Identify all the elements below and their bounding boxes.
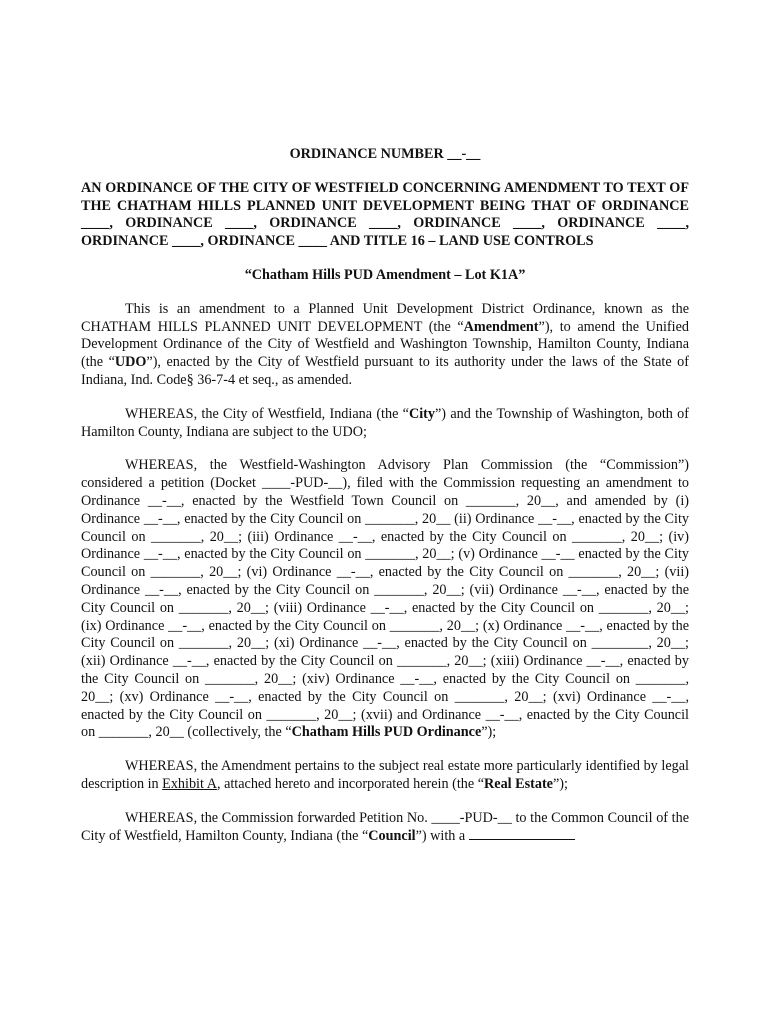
defined-term-real-estate: Real Estate xyxy=(484,775,553,792)
whereas-commission-paragraph: WHEREAS, the Westfield-Washington Advisory Plan Commission (the “Commission”) considered a petition (Docket ____-PUD-__), filed with the Commission requesting an amendment to Ordinance __-__, enacted by the Westfield Town Council on _______, 20__, and amended by (i) Ordinance __-__, enacted by the City Council on _______, 20__ (ii) Ordinance __-__, enacted by the City Council on _______, 20__; (iii) Ordinance __-__, enacted by the City Council on _______, 20__; (iv) Ordinance __-__, enacted by the City Council on _______, 20__; (v) Ordinance __-__ enacted by the City Council on _______, 20__; (vi) Ordinance __-__, enacted by the City Council on _______, 20__; (vii) Ordinance __-__, enacted by the City Council on _______, 20__; (vii) Ordinance __-__, enacted by the City Council on _______, 20__; (viii) Ordinance __-__, enacted by the City Council on _______, 20__; (ix) Ordinance __-__, enacted by the City Council on _______, 20__; (x) Ordinance __-__, enacted by the City Council on _______, 20__; (xi) Ordinance __-__, enacted by the City Council on ________, 20__; (xii) Ordinance __-__, enacted by the City Council on _______, 20__; (xiii) Ordinance __-__, enacted by the City Council on _______, 20__; (xiv) Ordinance __-__, enacted by the City Council on _______, 20__; (xv) Ordinance __-__, enacted by the City Council on _______, 20__; (xvi) Ordinance __-__, enacted by the City Council on _______, 20__; (xvii) and Ordinance __-__, enacted by the City Council on _______, 20__ (collectively, the “Chatham Hills PUD Ordinance”); xyxy=(81,457,689,741)
whereas-city-paragraph: WHEREAS, the City of Westfield, Indiana (the “City”) and the Township of Washington, both of Hamilton County, Indiana are subject to the UDO; xyxy=(81,405,689,440)
defined-term-udo: UDO xyxy=(114,354,147,371)
ordinance-document xyxy=(81,146,689,861)
defined-term-amendment: Amendment xyxy=(463,318,539,335)
intro-paragraph: This is an amendment to a Planned Unit Development District Ordinance, known as the CHATHAM HILLS PLANNED UNIT DEVELOPMENT (the “Amendment”), to amend the Unified Development Ordinance of the City of Westfield and Washington Township, Hamilton County, Indiana (the “UDO”), enacted by the City of Westfield pursuant to its authority under the laws of the State of Indiana, Ind. Code§ 36-7-4 et seq., as amended. xyxy=(81,300,690,388)
whereas-council-paragraph: WHEREAS, the Commission forwarded Petition No. ____-PUD-__ to the Common Council of the City of Westfield, Hamilton County, Indiana (the “Council”) with a xyxy=(81,809,689,844)
ordinance-caption: AN ORDINANCE OF THE CITY OF WESTFIELD CONCERNING AMENDMENT TO TEXT OF THE CHATHAM HILLS PLANNED UNIT DEVELOPMENT BEING THAT OF ORDINANCE ____, ORDINANCE ____, ORDINANCE ____, ORDINANCE ____, ORDINANCE ____, ORDINANCE ____, ORDINANCE ____ AND TITLE 16 – LAND USE CONTROLS xyxy=(81,179,689,250)
ordinance-title: ORDINANCE NUMBER __-__ xyxy=(289,146,481,162)
defined-term-city: City xyxy=(408,405,435,422)
exhibit-a-reference: Exhibit A xyxy=(162,775,217,792)
defined-term-pud-ordinance: Chatham Hills PUD Ordinance xyxy=(291,724,482,741)
blank-fill-line xyxy=(469,828,575,840)
defined-term-council: Council xyxy=(368,827,416,844)
whereas-real-estate-paragraph: WHEREAS, the Amendment pertains to the subject real estate more particularly identified by legal description in Exhibit A, attached hereto and incorporated herein (the “Real Estate”); xyxy=(81,758,689,792)
amendment-subtitle: “Chatham Hills PUD Amendment – Lot K1A” xyxy=(244,266,526,283)
